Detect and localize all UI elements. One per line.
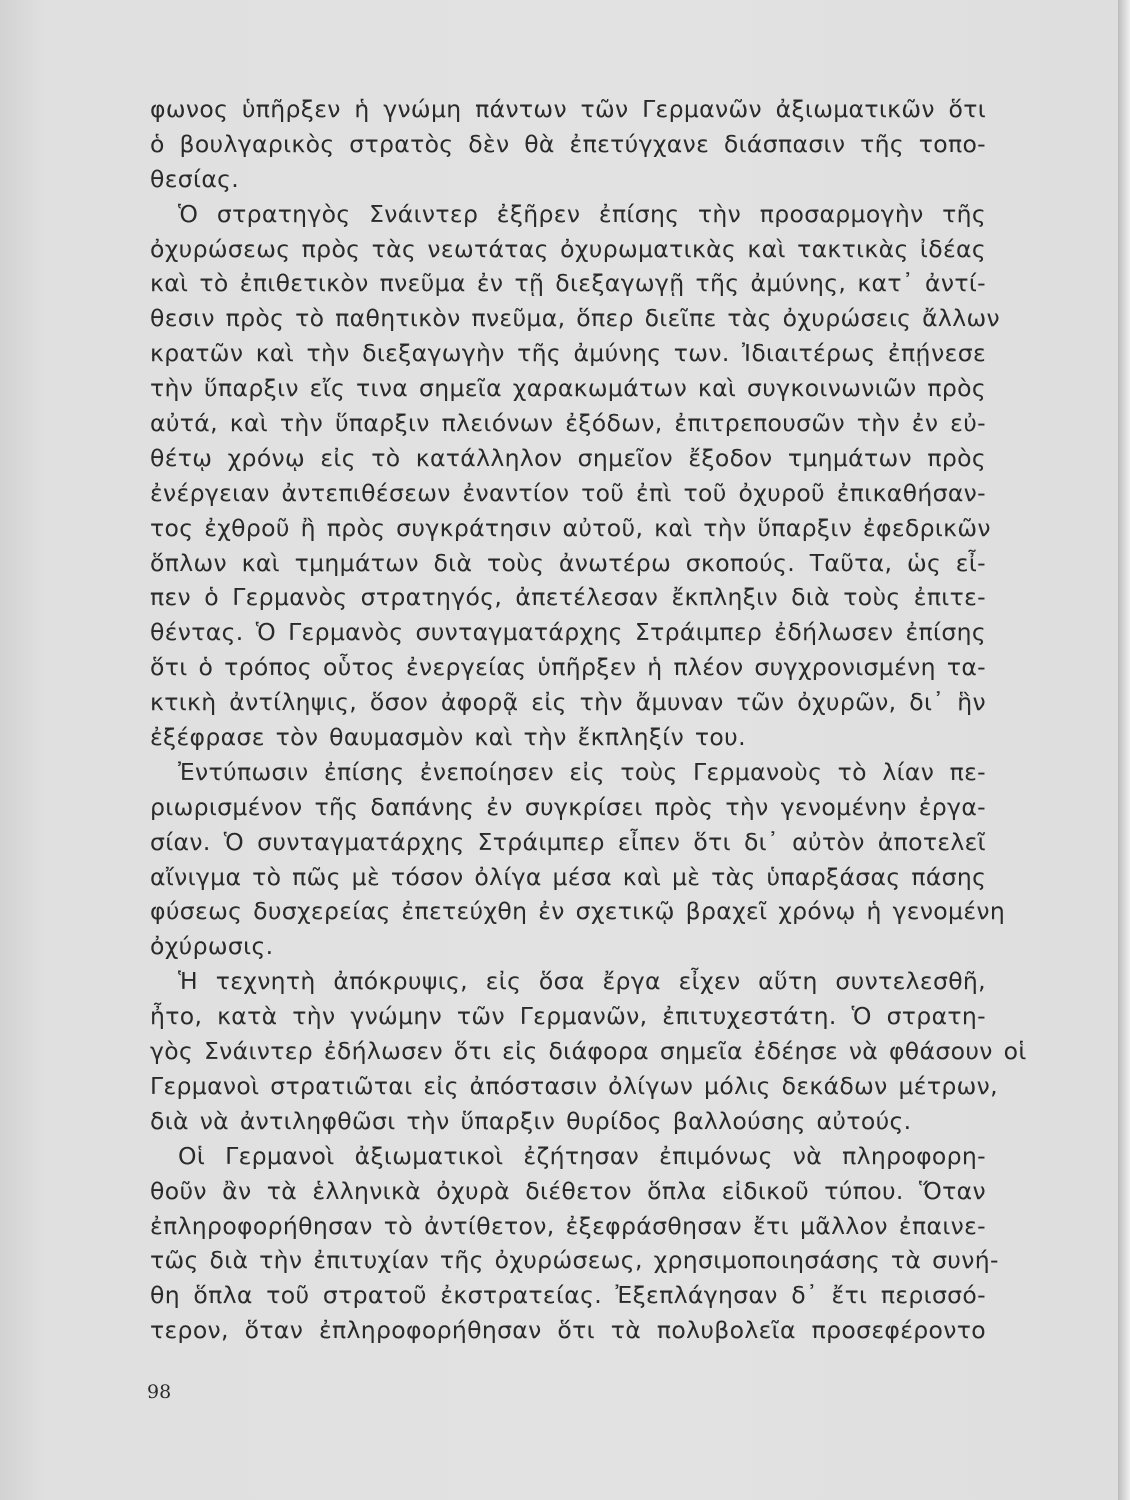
text-line: κτικὴ ἀντίληψις, ὅσον ἀφορᾷ εἰς τὴν ἄμυναν τῶν ὀχυρῶν, δι᾽ ἣν <box>150 688 986 717</box>
text-line: αἴνιγμα τὸ πῶς μὲ τόσον ὀλίγα μέσα καὶ μὲ τὰς ὑπαρξάσας πάσης <box>150 862 987 891</box>
text-line: ριωρισμένον τῆς δαπάνης ἐν συγκρίσει πρὸς τὴν γενομένην ἐργα- <box>150 792 986 821</box>
paragraph <box>150 197 1000 755</box>
text-line: θέτῳ χρόνῳ εἰς τὸ κατάλληλον σημεῖον ἔξοδον τμημάτων πρὸς <box>150 443 986 472</box>
text-line: τὴν ὕπαρξιν εἴς τινα σημεῖα χαρακωμάτων καὶ συγκοινωνιῶν πρὸς <box>150 374 986 403</box>
text-line: Ὁ στρατηγὸς Σνάιντερ ἐξῆρεν ἐπίσης τὴν προσαρμογὴν τῆς <box>178 199 986 228</box>
text-line: διὰ νὰ ἀντιληφθῶσι τὴν ὕπαρξιν θυρίδος βαλλούσης αὐτούς. <box>150 1106 912 1135</box>
text-line: πεν ὁ Γερμανὸς στρατηγός, ἀπετέλεσαν ἔκπληξιν διὰ τοὺς ἐπιτε- <box>150 583 986 612</box>
text-line: ἦτο, κατὰ τὴν γνώμην τῶν Γερμανῶν, ἐπιτυχεστάτη. Ὁ στρατη- <box>150 1002 986 1031</box>
paragraph <box>150 755 1006 964</box>
text-line: τος ἐχθροῦ ἢ πρὸς συγκράτησιν αὐτοῦ, καὶ τὴν ὕπαρξιν ἐφεδρικῶν <box>150 513 991 542</box>
text-line: ὀχυρώσεως πρὸς τὰς νεωτάτας ὀχυρωματικὰς καὶ τακτικὰς ἰδέας <box>150 234 986 263</box>
text-line: Ἡ τεχνητὴ ἀπόκρυψις, εἰς ὅσα ἔργα εἶχεν αὕτη συντελεσθῆ, <box>178 967 986 996</box>
text-line: ὁ βουλγαρικὸς στρατὸς δὲν θὰ ἐπετύγχανε διάσπασιν τῆς τοπο- <box>150 129 986 158</box>
text-line: ἐνέργειαν ἀντεπιθέσεων ἐναντίον τοῦ ἐπὶ τοῦ ὀχυροῦ ἐπικαθήσαν- <box>150 478 986 507</box>
paragraph <box>150 1139 999 1348</box>
body-text <box>150 92 1027 1348</box>
text-line: σίαν. Ὁ συνταγματάρχης Στράιμπερ εἶπεν ὅτι δι᾽ αὐτὸν ἀποτελεῖ <box>150 827 986 856</box>
text-line: αὐτά, καὶ τὴν ὕπαρξιν πλειόνων ἐξόδων, ἐπιτρεπουσῶν τὴν ἐν εὐ- <box>150 409 986 438</box>
text-line: θεσιν πρὸς τὸ παθητικὸν πνεῦμα, ὅπερ διεῖπε τὰς ὀχυρώσεις ἄλλων <box>150 304 1000 333</box>
text-line: ἐξέφρασε τὸν θαυμασμὸν καὶ τὴν ἔκπληξίν του. <box>150 723 746 752</box>
text-line: ὅτι ὁ τρόπος οὗτος ἐνεργείας ὑπῆρξεν ἡ πλέον συγχρονισμένη τα- <box>150 653 986 682</box>
paragraph <box>150 964 1027 1138</box>
text-line: θοῦν ἂν τὰ ἑλληνικὰ ὀχυρὰ διέθετον ὅπλα εἰδικοῦ τύπου. Ὅταν <box>150 1176 986 1205</box>
text-line: ὀχύρωσις. <box>150 932 274 961</box>
text-line: γὸς Σνάιντερ ἐδήλωσεν ὅτι εἰς διάφορα σημεῖα ἐδέησε νὰ φθάσουν οἱ <box>150 1037 1027 1066</box>
text-line: καὶ τὸ ἐπιθετικὸν πνεῦμα ἐν τῇ διεξαγωγῇ τῆς ἀμύνης, κατ᾽ ἀντί- <box>150 269 986 298</box>
text-line: φωνος ὑπῆρξεν ἡ γνώμη πάντων τῶν Γερμανῶν ἀξιωματικῶν ὅτι <box>150 95 986 123</box>
text-line: Ἐντύπωσιν ἐπίσης ἐνεποίησεν εἰς τοὺς Γερμανοὺς τὸ λίαν πε- <box>178 757 986 786</box>
paragraph <box>150 92 986 197</box>
text-line: θεσίας. <box>150 164 240 193</box>
page-edge <box>1118 0 1130 1500</box>
text-line: ὅπλων καὶ τμημάτων διὰ τοὺς ἀνωτέρω σκοπούς. Ταῦτα, ὡς εἶ- <box>150 548 986 577</box>
text-line: Γερμανοὶ στρατιῶται εἰς ἀπόστασιν ὀλίγων μόλις δεκάδων μέτρων, <box>150 1071 998 1100</box>
text-line: τῶς διὰ τὴν ἐπιτυχίαν τῆς ὀχυρώσεως, χρησιμοποιησάσης τὰ συνή- <box>150 1246 999 1275</box>
text-line: κρατῶν καὶ τὴν διεξαγωγὴν τῆς ἀμύνης των. Ἰδιαιτέρως ἐπῄνεσε <box>150 339 986 368</box>
text-line: θη ὅπλα τοῦ στρατοῦ ἐκστρατείας. Ἐξεπλάγησαν δ᾽ ἔτι περισσό- <box>150 1281 986 1310</box>
page-number: 98 <box>147 1381 172 1403</box>
text-line: φύσεως δυσχερείας ἐπετεύχθη ἐν σχετικῷ βραχεῖ χρόνῳ ἡ γενομένη <box>150 897 1006 926</box>
text-line: τερον, ὅταν ἐπληροφορήθησαν ὅτι τὰ πολυβολεῖα προσεφέροντο <box>150 1316 986 1345</box>
text-line: Οἱ Γερμανοὶ ἀξιωματικοὶ ἐζήτησαν ἐπιμόνως νὰ πληροφορη- <box>178 1141 986 1170</box>
text-line: θέντας. Ὁ Γερμανὸς συνταγματάρχης Στράιμπερ ἐδήλωσεν ἐπίσης <box>150 618 986 647</box>
text-line: ἐπληροφορήθησαν τὸ ἀντίθετον, ἐξεφράσθησαν ἔτι μᾶλλον ἐπαινε- <box>150 1211 986 1240</box>
